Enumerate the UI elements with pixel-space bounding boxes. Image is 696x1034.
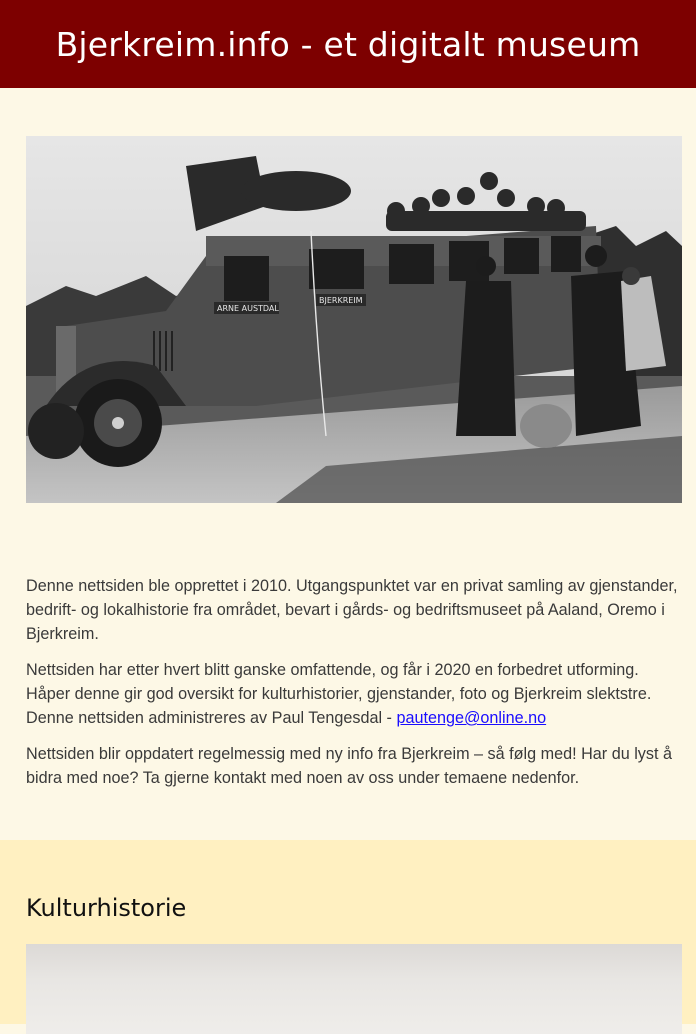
intro-paragraph-3: Nettsiden blir oppdatert regelmessig med ny info fra Bjerkreim – så følg med! Har du lyst å bidra med noe? Ta gjerne kontakt med noen av oss under temaene nedenfor. [26,745,672,787]
section-title[interactable]: Kulturhistorie [26,894,187,922]
intro-paragraph-2-text: Nettsiden har etter hvert blitt ganske omfattende, og får i 2020 en forbedret utforming. Håper denne gir god oversikt for kulturhistorier, gjenstander, foto og Bjerkreim slektstre. Denne nettsiden administreres av Paul Tengesdal - [26,661,652,727]
bus-sign-right: BJERKREIM [319,296,363,305]
vintage-bus-photo [26,136,682,503]
site-header [0,0,696,88]
section-kulturhistorie [0,840,696,1024]
section-image[interactable] [26,944,682,1034]
hero-photo [26,136,682,503]
intro-paragraph-1: Denne nettsiden ble opprettet i 2010. Utgangspunktet var en privat samling av gjenstander, bedrift- og lokalhistorie fra området, bevart i gårds- og bedriftsmuseet på Aaland, Oremo i Bjerkreim. [26,577,678,643]
intro-paragraph-2 [26,658,682,730]
intro-text [26,574,682,802]
site-title[interactable]: Bjerkreim.info - et digitalt museum [55,24,641,64]
contact-email-link[interactable]: pautenge@online.no [396,709,547,727]
bus-sign-left: ARNE AUSTDAL [217,304,279,313]
